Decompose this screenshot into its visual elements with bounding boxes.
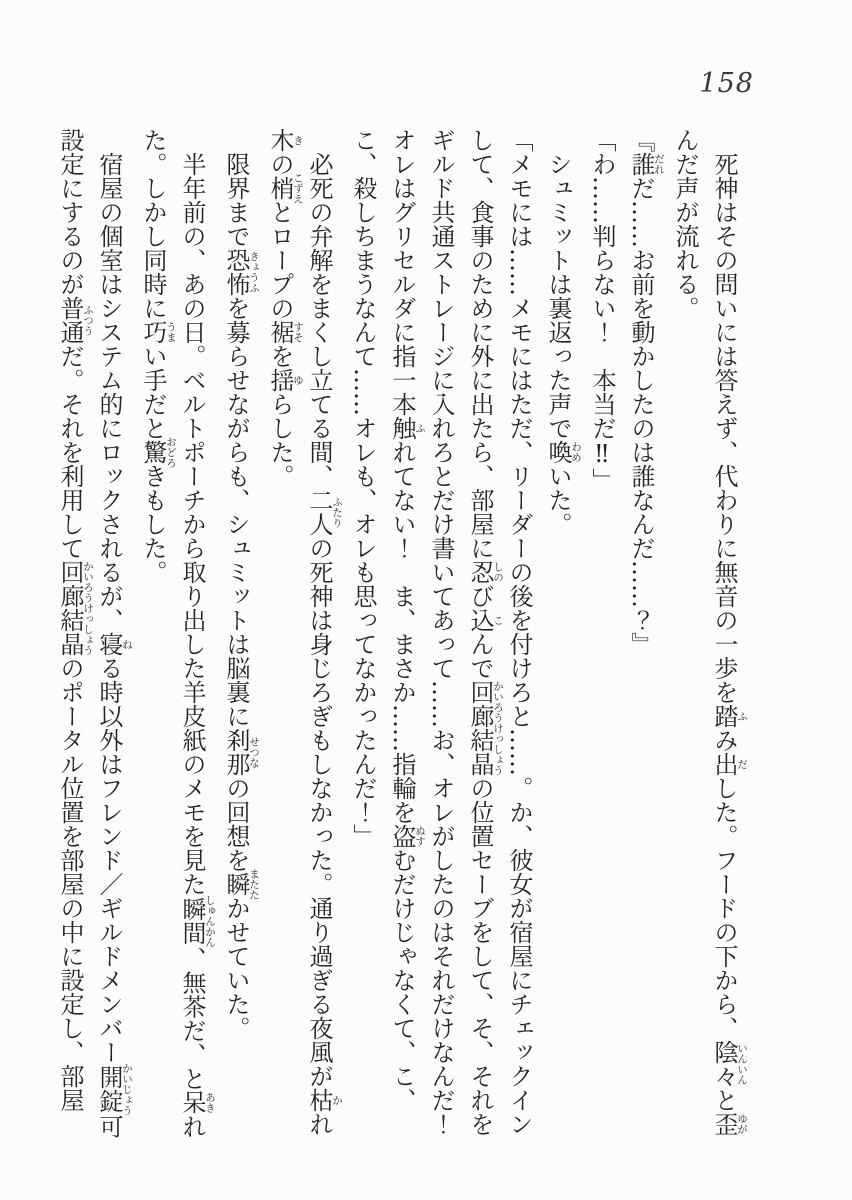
ruby-annotated-word: 二人ふたり <box>305 488 343 536</box>
paragraph: 「わ……判らない！ 本当だ‼」 <box>588 128 616 492</box>
ruby-annotated-word: 盗ぬす <box>388 824 426 848</box>
ruby-annotated-word: 揺ゆ <box>266 368 304 392</box>
ruby-annotated-word: 木き <box>266 128 304 152</box>
paragraph: 『誰だれだ……お前を動かしたのは誰なんだ……？』 <box>627 128 665 656</box>
paragraph: 必死の弁解をまくし立てる間、二人ふたりの死神は身じろぎもしなかった。通り過ぎる夜風が枯かれ木きの梢こずえとロープの裾すそを揺ゆらした。 <box>266 128 343 1136</box>
ruby-annotated-word: 忍しの <box>466 560 504 584</box>
paragraph: 宿屋の個室はシステム的にロックされるが、寝ねる時以外はフレンド／ギルドメンバー開錠かいじょう可設定にするのが普通ふつうだ。それを利用して回廊結晶かいろうけっしょうのポータル位置を部屋の中に設定し、部屋 <box>56 128 133 1139</box>
ruby-annotated-word: 開錠かいじょう <box>95 1062 133 1116</box>
paragraph: 限界まで恐怖きょうふを募らせながらも、シュミットは脳裏に刹那せつなの回想を瞬またたかせていた。 <box>222 152 260 1040</box>
ruby-annotated-word: 寝ね <box>95 632 133 656</box>
ruby-annotated-word: 歪ゆが <box>710 1112 748 1136</box>
page-number: 158 <box>699 68 754 99</box>
ruby-annotated-word: 喚わめ <box>544 440 582 464</box>
ruby-annotated-word: 瞬間しゅんかん <box>178 894 216 948</box>
ruby-annotated-word: 巧うま <box>139 320 177 344</box>
ruby-annotated-word: 梢こずえ <box>266 172 304 204</box>
ruby-annotated-word: 刹那せつな <box>222 728 260 776</box>
ruby-annotated-word: 呆あき <box>178 1090 216 1115</box>
ruby-annotated-word: 触ふ <box>388 416 426 440</box>
ruby-annotated-word: 出だ <box>710 752 748 776</box>
ruby-annotated-word: 踏ふ <box>710 704 748 728</box>
paragraph: 半年前の、あの日。ベルトポーチから取り出した羊皮紙のメモを見た瞬間しゅんかん、無茶だ、と呆あきれた。しかし同時に巧うまい手だと驚おどろきもした。 <box>139 128 216 1139</box>
ruby-annotated-word: 陰々いんいん <box>710 1040 748 1088</box>
ruby-annotated-word: 驚おどろ <box>139 436 177 468</box>
ruby-annotated-word: 恐怖きょうふ <box>222 248 260 296</box>
paragraph: 死神はその問いには答えず、代わりに無音の一歩を踏ふみ出だした。フードの下から、陰々いんいんと歪ゆがんだ声が流れる。 <box>671 128 748 1136</box>
ruby-annotated-word: 誰だれ <box>627 152 665 176</box>
ruby-annotated-word: 瞬またた <box>222 868 260 900</box>
ruby-annotated-word: 普通ふつう <box>56 296 94 344</box>
ruby-annotated-word: 裾すそ <box>266 320 304 344</box>
ruby-annotated-word: 回廊結晶かいろうけっしょう <box>466 680 504 776</box>
paragraph: 「メモには……メモにはただ、リーダーの後を付けろと……。か、彼女が宿屋にチェックインして、食事のために外に出たら、部屋に忍しのび込こんで回廊結晶かいろうけっしょうの位置セーブをして、そ、それをギルド共通ストレージに入れろとだけ書いてあって……お、オレがしたのはそれだけなんだ！ オレはグリセルダに指一本触ふれてない！ ま、まさか……指輪を盗ぬすむだけじゃなくて、こ、こ、殺しちまうなんて……オレも、オレも思ってなかったんだ！」 <box>349 128 533 1160</box>
body-text <box>50 128 748 1160</box>
ruby-annotated-word: 回廊結晶かいろうけっしょう <box>56 560 94 656</box>
paragraph: シュミットは裏返った声で喚わめいた。 <box>544 152 582 536</box>
ruby-annotated-word: 枯か <box>305 1088 343 1112</box>
ruby-annotated-word: 込こ <box>466 608 504 632</box>
